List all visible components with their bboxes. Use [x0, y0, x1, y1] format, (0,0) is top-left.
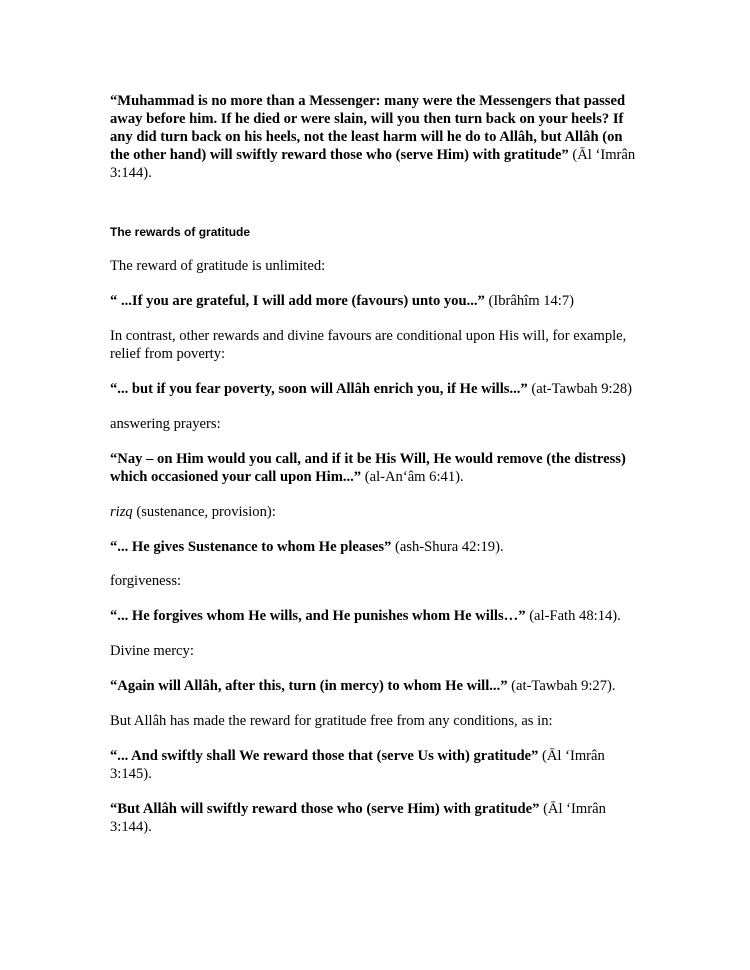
quote-reference: (al-Fath 48:14).: [525, 608, 621, 624]
quote-paragraph-anam: [110, 450, 645, 486]
quote-text: “... And swiftly shall We reward those that (serve Us with) gratitude”: [110, 748, 539, 764]
italic-term: rizq: [110, 504, 133, 520]
body-paragraph: In contrast, other rewards and divine favours are conditional upon His will, for example, relief from poverty:: [110, 328, 627, 362]
quote-reference: (ash-Shura 42:19).: [391, 539, 504, 555]
body-paragraph: Divine mercy:: [110, 643, 194, 659]
quote-text: “But Allâh will swiftly reward those who (serve Him) with gratitude”: [110, 801, 540, 817]
body-paragraph: But Allâh has made the reward for gratitude free from any conditions, as in:: [110, 713, 553, 729]
quote-paragraph-fath: [110, 607, 645, 625]
term-gloss: (sustenance, provision):: [132, 504, 276, 520]
body-paragraph: forgiveness:: [110, 573, 182, 589]
quote-paragraph-ali-imran-144: [110, 92, 645, 182]
quote-paragraph-ibrahim: [110, 292, 645, 310]
body-paragraph: answering prayers:: [110, 416, 221, 432]
quote-paragraph-shura: [110, 538, 645, 556]
quote-text: “... He gives Sustenance to whom He pleases”: [110, 539, 392, 555]
quote-paragraph-tawbah-28: [110, 380, 645, 398]
quote-reference: (at-Tawbah 9:27).: [507, 678, 616, 694]
quote-text: “... but if you fear poverty, soon will Allâh enrich you, if He wills...”: [110, 381, 528, 397]
quote-paragraph-ali-imran-144-b: [110, 800, 645, 836]
quote-reference: (Āl ‘Imrân 3:144).: [110, 801, 606, 835]
quote-paragraph-ali-imran-145: [110, 747, 645, 783]
quote-reference: (at-Tawbah 9:28): [527, 381, 633, 397]
quote-paragraph-tawbah-27: [110, 677, 645, 695]
quote-reference: (Āl ‘Imrân 3:144).: [110, 147, 636, 181]
quote-reference: (al-An‘âm 6:41).: [361, 469, 464, 485]
quote-reference: (Āl ‘Imrân 3:145).: [110, 748, 605, 782]
body-paragraph: The reward of gratitude is unlimited:: [110, 258, 326, 274]
quote-text: “... He forgives whom He wills, and He punishes whom He wills…”: [110, 608, 526, 624]
body-paragraph-rizq: [110, 503, 645, 521]
quote-reference: (Ibrâhîm 14:7): [484, 293, 575, 309]
quote-text: “Again will Allâh, after this, turn (in mercy) to whom He will...”: [110, 678, 508, 694]
quote-text: “Nay – on Him would you call, and if it be His Will, He would remove (the distress) which occasioned your call upon Him...”: [110, 451, 626, 485]
section-heading: The rewards of gratitude: [110, 225, 251, 239]
quote-text: “ ...If you are grateful, I will add more (favours) unto you...”: [110, 293, 485, 309]
quote-text: “Muhammad is no more than a Messenger: many were the Messengers that passed away before him. If he died or were slain, will you then turn back on your heels? If any did turn back on his heels, not the least harm will he do to Allâh, but Allâh (on the other hand) will swiftly reward those who (serve Him) with gratitude”: [110, 93, 626, 163]
